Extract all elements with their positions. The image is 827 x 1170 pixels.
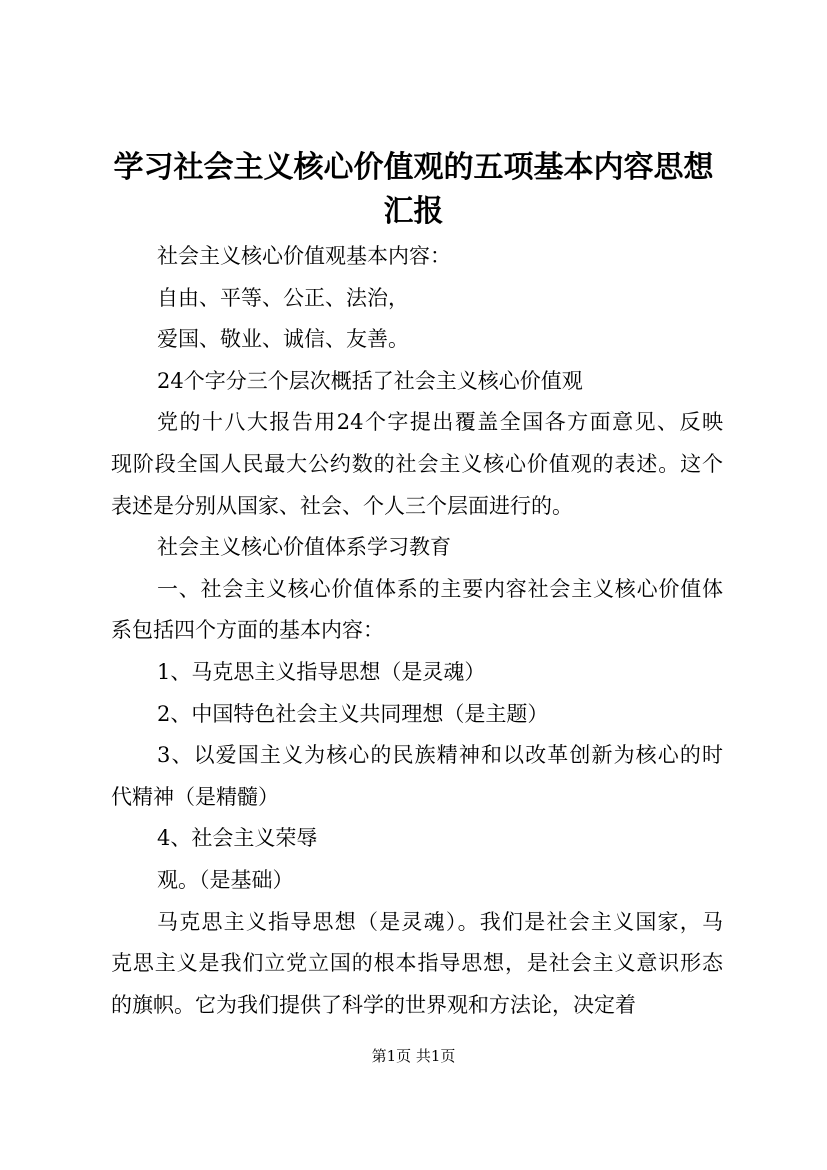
body-line: 4、社会主义荣辱 (157, 826, 318, 851)
body-line: 自由、平等、公正、法治， (157, 285, 409, 310)
body-line: 爱国、敬业、诚信、友善。 (157, 327, 409, 352)
document-body (111, 236, 723, 1026)
title-line-1: 学习社会主义核心价值观的五项基本内容思想 (113, 150, 714, 185)
body-line: 代精神（是精髓） (111, 784, 279, 809)
body-line: 党的十八大报告用24个字提出覆盖全国各方面意见、反映 (157, 410, 723, 435)
body-line: 2、中国特色社会主义共同理想（是主题） (157, 701, 549, 726)
body-line: 社会主义核心价值观基本内容： (157, 244, 451, 268)
body-line: 现阶段全国人民最大公约数的社会主义核心价值观的表述。这个 (111, 451, 723, 476)
document-title (100, 146, 727, 234)
body-line: 的旗帜。它为我们提供了科学的世界观和方法论，决定着 (111, 992, 636, 1017)
body-line: 1、马克思主义指导思想（是灵魂） (157, 659, 486, 684)
body-line: 表述是分别从国家、社会、个人三个层面进行的。 (111, 493, 573, 518)
title-line-2: 汇报 (383, 194, 444, 229)
body-line: 一、社会主义核心价值体系的主要内容社会主义核心价值体 (157, 576, 723, 601)
page-footer: 第1页 共1页 (371, 1047, 456, 1065)
body-line: 马克思主义指导思想（是灵魂）。我们是社会主义国家，马 (157, 909, 723, 934)
body-line: 24个字分三个层次概括了社会主义核心价值观 (157, 368, 583, 393)
body-line: 社会主义核心价值体系学习教育 (157, 535, 451, 560)
body-line: 克思主义是我们立党立国的根本指导思想，是社会主义意识形态 (111, 951, 723, 976)
body-line: 3、以爱国主义为核心的民族精神和以改革创新为核心的时 (157, 743, 723, 768)
body-line: 观。（是基础） (157, 867, 294, 892)
body-line: 系包括四个方面的基本内容： (111, 618, 384, 643)
